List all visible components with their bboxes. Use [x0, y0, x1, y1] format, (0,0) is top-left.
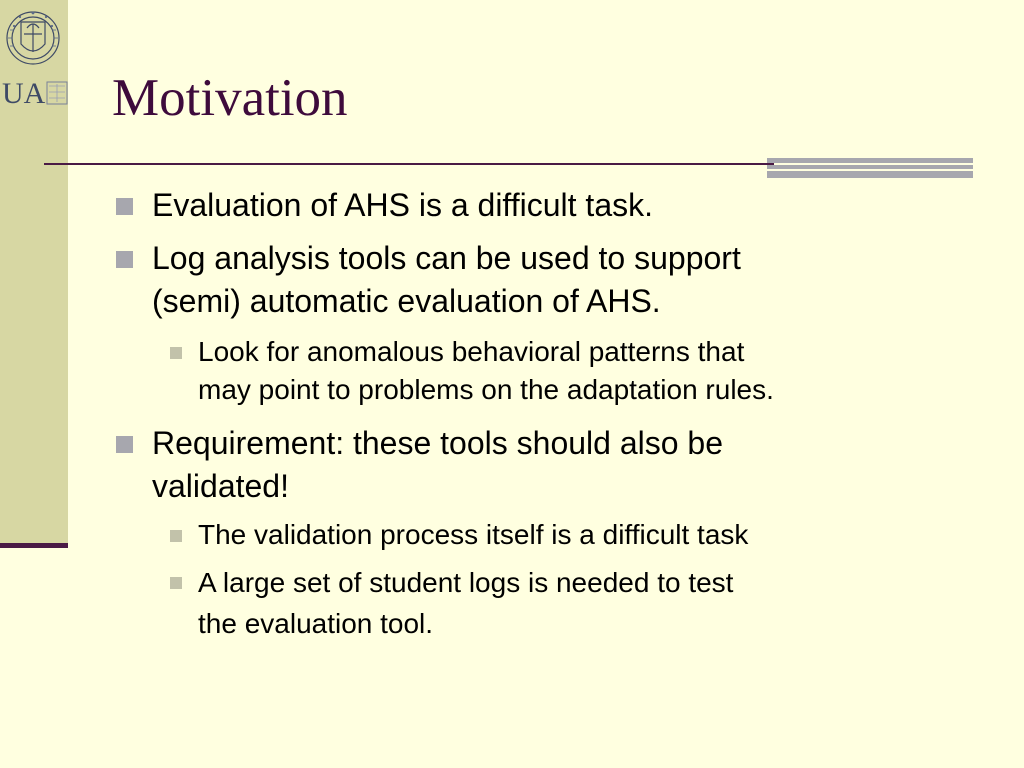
bullet-square-icon — [116, 436, 133, 453]
sub-bullet-item-line: Look for anomalous behavioral patterns that — [198, 336, 745, 367]
sub-bullet-item-line: A large set of student logs is needed to test — [198, 567, 734, 598]
sub-bullet-item-line: the evaluation tool. — [198, 608, 434, 639]
sub-bullet-item-line: may point to problems on the adaptation rules. — [198, 374, 774, 405]
bullet-item-line: Requirement: these tools should also be — [152, 425, 724, 461]
bullet-square-icon — [116, 251, 133, 268]
bullet-square-icon — [116, 198, 133, 215]
bullet-item: Evaluation of AHS is a difficult task. — [152, 187, 653, 223]
sub-bullet-square-icon — [170, 347, 182, 359]
bullet-item-line: Log analysis tools can be used to support — [152, 240, 741, 276]
sub-bullet-square-icon — [170, 530, 182, 542]
sub-bullet-square-icon — [170, 577, 182, 589]
svg-text:UA: UA — [2, 77, 46, 110]
bullet-item-line: (semi) automatic evaluation of AHS. — [152, 283, 661, 319]
slide-title: Motivation — [112, 69, 348, 127]
bullet-item-line: validated! — [152, 468, 289, 504]
sub-bullet-item: The validation process itself is a difficult task — [198, 519, 749, 550]
